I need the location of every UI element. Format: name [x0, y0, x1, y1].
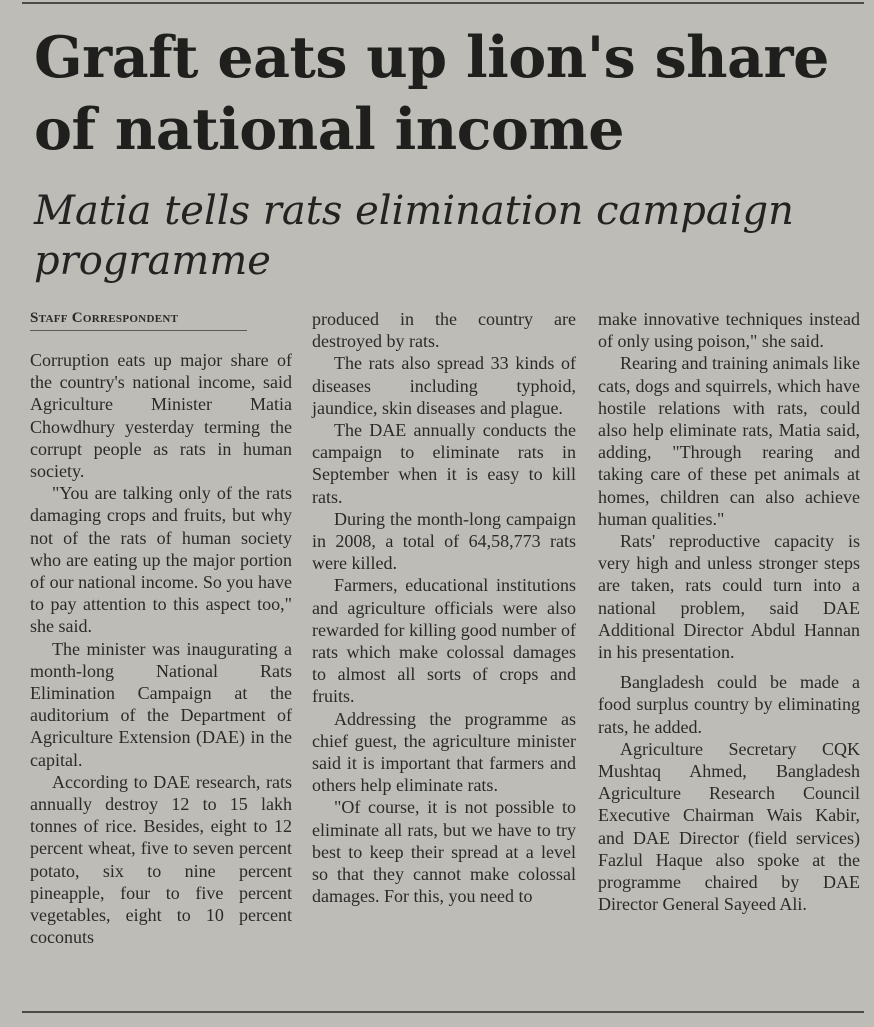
paragraph: Farmers, educational institutions and agriculture officials were also rewarded for killing good number of rats which make colossal damages to almost all sorts of crops and fruits. [312, 575, 576, 707]
paragraph: The DAE annually conducts the campaign to eliminate rats in September when it is easy to kill rats. [312, 420, 576, 507]
article-column-1 [30, 308, 292, 948]
paragraph: Agriculture Secretary CQK Mushtaq Ahmed, Bangladesh Agriculture Research Council Executive Chairman Wais Kabir, and DAE Director (field services) Fazlul Haque also spoke at the programme chaired by DAE Director General Sayeed Ali. [598, 738, 860, 915]
paragraph: The minister was inaugurating a month-long National Rats Elimination Campaign at the auditorium of the Department of Agriculture Extension (DAE) in the capital. [30, 638, 292, 770]
paragraph: During the month-long campaign in 2008, a total of 64,58,773 rats were killed. [312, 508, 576, 574]
paragraph: "You are talking only of the rats damaging crops and fruits, but why not of the rats of human society who are eating up the major portion of our national income. So you have to pay attention to this aspect too," she said. [30, 483, 292, 637]
paragraph: Corruption eats up major share of the country's national income, said Agriculture Minister Matia Chowdhury yesterday terming the corrupt people as rats in human society. [30, 350, 292, 482]
byline: Staff Correspondent [30, 308, 247, 331]
headline: Graft eats up lion's share of national income [34, 24, 829, 163]
top-rule [22, 2, 864, 4]
paragraph: produced in the country are destroyed by rats. [312, 309, 576, 352]
paragraph: Rats' reproductive capacity is very high and unless stronger steps are taken, rats could turn into a national problem, said DAE Additional Director Abdul Hannan in his presentation. [598, 531, 860, 663]
bottom-rule [22, 1011, 864, 1013]
paragraph: According to DAE research, rats annually destroy 12 to 15 lakh tonnes of rice. Besides, eight to 12 percent wheat, five to seven percent potato, six to nine percent pineapple, four to five percent vegetables, eight to 10 percent coconuts [30, 771, 292, 948]
paragraph-gap [598, 663, 860, 671]
paragraph: make innovative techniques instead of only using poison," she said. [598, 309, 860, 352]
paragraph: "Of course, it is not possible to eliminate all rats, but we have to try best to keep their spread at a level so that they cannot make colossal damages. For this, you need to [312, 797, 576, 907]
paragraph: Addressing the programme as chief guest, the agriculture minister said it is important that farmers and others help eliminate rats. [312, 708, 576, 796]
paragraph: The rats also spread 33 kinds of diseases including typhoid, jaundice, skin diseases and plague. [312, 353, 576, 418]
article-column-2 [312, 308, 576, 907]
paragraph: Bangladesh could be made a food surplus country by eliminating rats, he added. [598, 672, 860, 737]
subheadline: Matia tells rats elimination campaign programme [34, 188, 794, 284]
paragraph: Rearing and training animals like cats, dogs and squirrels, which have hostile relations with rats, could also help eliminate rats, Matia said, adding, "Through rearing and taking care of these pet animals at homes, children can also achieve human qualities." [598, 353, 860, 529]
article-column-3 [598, 308, 860, 915]
